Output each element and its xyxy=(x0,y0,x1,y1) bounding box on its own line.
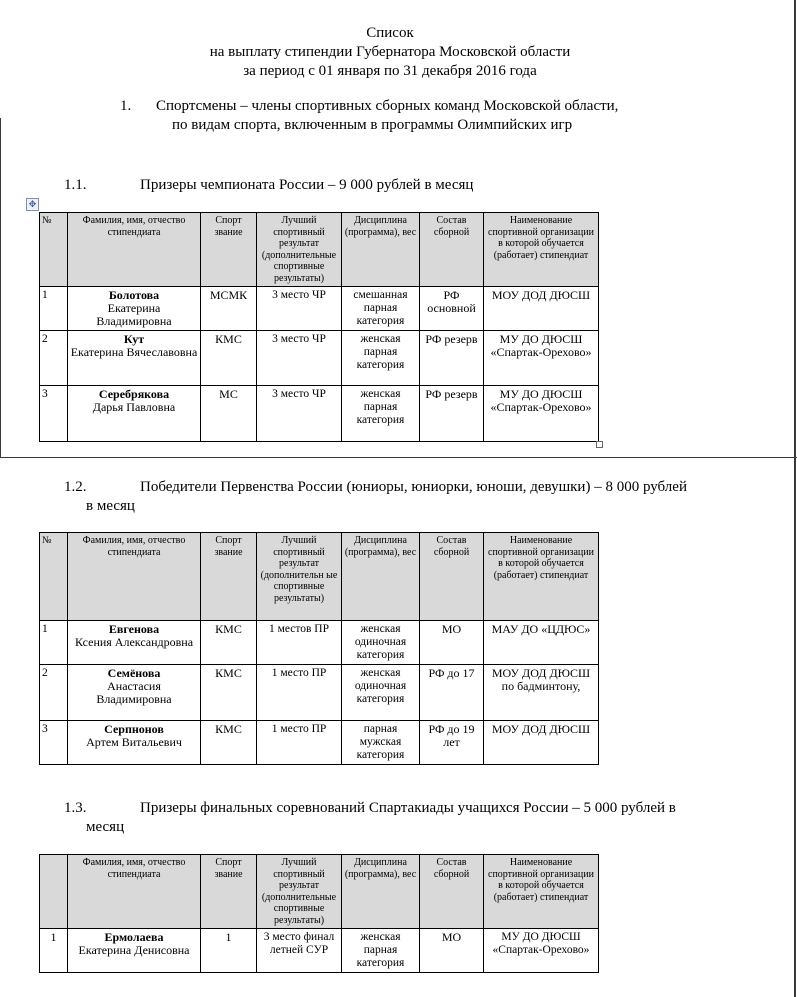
cell-discipline: смешанная парная категория xyxy=(342,287,420,331)
cell-rank: 1 xyxy=(201,929,257,973)
col-header-rank: Спорт звание xyxy=(201,213,257,287)
cell-num: 1 xyxy=(40,621,68,665)
section-number: 1. xyxy=(120,98,132,114)
col-header-discipline: Дисциплина (программа), вес xyxy=(342,213,420,287)
cell-discipline: женская парная категория xyxy=(342,331,420,386)
table-row xyxy=(40,929,599,973)
title-line: за период с 01 января по 31 декабря 2016 года xyxy=(243,63,537,79)
table-row xyxy=(40,621,599,665)
cell-org: МУ ДО ДЮСШ «Спартак-Орехово» xyxy=(484,386,599,442)
page-edge xyxy=(794,0,796,997)
cell-org: МОУ ДОД ДЮСШ по бадминтону, xyxy=(484,665,599,721)
cell-num: 1 xyxy=(40,287,68,331)
cell-rank: КМС xyxy=(201,621,257,665)
cell-team: РФ до 19 лет xyxy=(420,721,484,765)
page-break xyxy=(0,457,797,458)
table-row xyxy=(40,665,599,721)
cell-org: МОУ ДОД ДЮСШ xyxy=(484,287,599,331)
stipend-table xyxy=(39,854,599,973)
table-header-row xyxy=(40,855,599,929)
stipend-table xyxy=(39,212,599,442)
given-names: Анастасия Владимировна xyxy=(96,679,172,706)
cell-rank: КМС xyxy=(201,665,257,721)
table-row xyxy=(40,331,599,386)
section-heading xyxy=(120,97,680,135)
cell-team: МО xyxy=(420,929,484,973)
section-title: Спортсмены – члены спортивных сборных команд Московской области, xyxy=(156,98,619,114)
cell-discipline: женская парная категория xyxy=(342,386,420,442)
cell-team: РФ резерв xyxy=(420,331,484,386)
document-title xyxy=(100,24,680,81)
cell-name xyxy=(68,621,201,665)
surname: Евгенова xyxy=(108,622,160,636)
cell-num: 1 xyxy=(40,929,68,973)
col-header-result: Лучший спортивный результат (дополнительн ые спортивные результаты) xyxy=(257,533,342,621)
cell-rank: КМС xyxy=(201,331,257,386)
title-line: Список xyxy=(366,25,414,41)
cell-num: 3 xyxy=(40,721,68,765)
col-header-org: Наименование спортивной организации в которой обучается (работает) стипендиат xyxy=(484,855,599,929)
surname: Серпнонов xyxy=(104,722,164,736)
col-header-name: Фамилия, имя, отчество стипендиата xyxy=(68,213,201,287)
subsection-heading xyxy=(64,478,744,516)
cell-result: 1 место ПР xyxy=(257,665,342,721)
col-header-num xyxy=(40,855,68,929)
surname: Ермолаева xyxy=(104,930,164,944)
cell-num: 3 xyxy=(40,386,68,442)
table-header-row xyxy=(40,533,599,621)
cell-discipline: женская одиночная категория xyxy=(342,665,420,721)
col-header-discipline: Дисциплина (программа), вес xyxy=(342,855,420,929)
col-header-org: Наименование спортивной организации в которой обучается (работает) стипендиат xyxy=(484,533,599,621)
col-header-team: Состав сборной xyxy=(420,533,484,621)
surname: Кут xyxy=(123,332,145,346)
col-header-org: Наименование спортивной организации в которой обучается (работает) стипендиат xyxy=(484,213,599,287)
table-move-handle-icon[interactable]: ✥ xyxy=(26,198,39,211)
cell-result: 3 место финал летней СУР xyxy=(257,929,342,973)
subsection-title: Призеры финальных соревнований Спартакиады учащихся России – 5 000 рублей в xyxy=(140,800,676,816)
subsection-title-cont: в месяц xyxy=(86,498,135,514)
given-names: Артем Витальевич xyxy=(86,735,182,749)
cell-team: МО xyxy=(420,621,484,665)
cell-org: МАУ ДО «ЦДЮС» xyxy=(484,621,599,665)
cell-discipline: парная мужская категория xyxy=(342,721,420,765)
cell-result: 1 место ПР xyxy=(257,721,342,765)
cell-org: МУ ДО ДЮСШ «Спартак-Орехово» xyxy=(484,331,599,386)
cell-discipline: женская одиночная категория xyxy=(342,621,420,665)
col-header-num: № xyxy=(40,533,68,621)
cell-name xyxy=(68,665,201,721)
subsection-heading xyxy=(64,176,473,195)
given-names: Ксения Александровна xyxy=(74,635,194,649)
cell-team: РФ основной xyxy=(420,287,484,331)
col-header-rank: Спорт звание xyxy=(201,855,257,929)
section-title-cont: по видам спорта, включенным в программы Олимпийских игр xyxy=(172,117,573,133)
col-header-team: Состав сборной xyxy=(420,855,484,929)
cell-name xyxy=(68,287,201,331)
given-names: Дарья Павловна xyxy=(92,400,176,414)
col-header-team: Состав сборной xyxy=(420,213,484,287)
cell-name xyxy=(68,386,201,442)
col-header-num: № xyxy=(40,213,68,287)
surname: Болотова xyxy=(108,288,160,302)
table-row xyxy=(40,287,599,331)
cell-rank: МС xyxy=(201,386,257,442)
subsection-title: Победители Первенства России (юниоры, юниорки, юноши, девушки) – 8 000 рублей xyxy=(140,479,687,495)
table-header-row xyxy=(40,213,599,287)
surname: Семёнова xyxy=(107,666,161,680)
given-names: Екатерина Вячеславовна xyxy=(70,345,198,359)
col-header-name: Фамилия, имя, отчество стипендиата xyxy=(68,533,201,621)
given-names: Екатерина Денисовна xyxy=(78,943,190,957)
subsection-number: 1.2. xyxy=(64,479,87,495)
col-header-result: Лучший спортивный результат (дополнительные спортивные результаты) xyxy=(257,855,342,929)
col-header-name: Фамилия, имя, отчество стипендиата xyxy=(68,855,201,929)
cell-result: 1 местов ПР xyxy=(257,621,342,665)
cell-num: 2 xyxy=(40,331,68,386)
subsection-title: Призеры чемпионата России – 9 000 рублей в месяц xyxy=(140,177,474,193)
cell-rank: КМС xyxy=(201,721,257,765)
cell-rank: МСМК xyxy=(201,287,257,331)
subsection-number: 1.1. xyxy=(64,177,87,193)
cell-result: 3 место ЧР xyxy=(257,331,342,386)
table-row xyxy=(40,721,599,765)
cell-result: 3 место ЧР xyxy=(257,287,342,331)
col-header-result: Лучший спортивный результат (дополнительные спортивные результаты) xyxy=(257,213,342,287)
cell-result: 3 место ЧР xyxy=(257,386,342,442)
title-line: на выплату стипендии Губернатора Московской области xyxy=(209,44,571,60)
cell-name xyxy=(68,721,201,765)
table-resize-handle[interactable] xyxy=(596,441,603,448)
cell-org: МОУ ДОД ДЮСШ xyxy=(484,721,599,765)
subsection-number: 1.3. xyxy=(64,800,87,816)
cell-team: РФ резерв xyxy=(420,386,484,442)
col-header-discipline: Дисциплина (программа), вес xyxy=(342,533,420,621)
cell-discipline: женская парная категория xyxy=(342,929,420,973)
cell-name xyxy=(68,929,201,973)
page-edge xyxy=(0,118,1,458)
cell-name xyxy=(68,331,201,386)
cell-org: МУ ДО ДЮСШ «Спартак-Орехово» xyxy=(484,929,599,973)
given-names: Екатерина Владимировна xyxy=(96,301,172,328)
col-header-rank: Спорт звание xyxy=(201,533,257,621)
subsection-heading xyxy=(64,799,744,837)
surname: Серебрякова xyxy=(98,387,170,401)
stipend-table xyxy=(39,532,599,765)
cell-team: РФ до 17 xyxy=(420,665,484,721)
cell-num: 2 xyxy=(40,665,68,721)
subsection-title-cont: месяц xyxy=(86,819,125,835)
table-row xyxy=(40,386,599,442)
